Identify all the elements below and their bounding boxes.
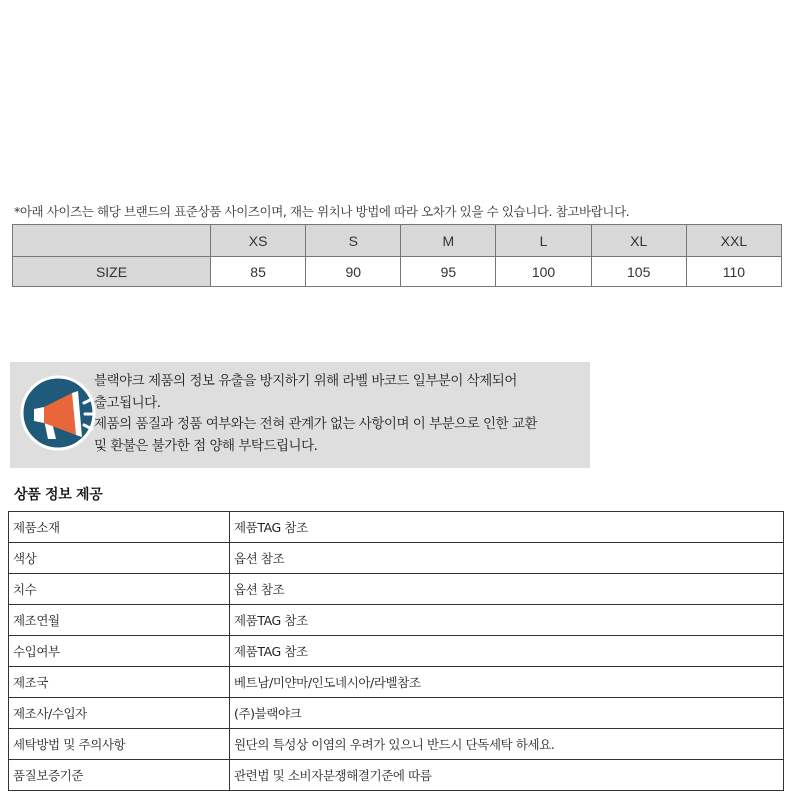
product-info-table: [8, 511, 784, 791]
info-key: 색상: [9, 543, 230, 574]
info-value: 제품TAG 참조: [230, 512, 784, 543]
size-value-row: [13, 257, 782, 287]
table-row: [9, 729, 784, 760]
size-table: [12, 224, 782, 287]
info-key: 수입여부: [9, 636, 230, 667]
info-key: 제품소재: [9, 512, 230, 543]
megaphone-icon: [18, 373, 98, 453]
info-value: 제품TAG 참조: [230, 636, 784, 667]
size-value-cell: 110: [686, 257, 781, 287]
table-row: [9, 760, 784, 791]
info-key: 제조사/수입자: [9, 698, 230, 729]
size-header-cell: XL: [591, 225, 686, 257]
size-header-row: [13, 225, 782, 257]
info-key: 제조연월: [9, 605, 230, 636]
size-row-label: SIZE: [13, 257, 211, 287]
info-key: 제조국: [9, 667, 230, 698]
info-key: 세탁방법 및 주의사항: [9, 729, 230, 760]
info-value: 옵션 참조: [230, 543, 784, 574]
size-value-cell: 90: [306, 257, 401, 287]
table-row: [9, 574, 784, 605]
info-key: 품질보증기준: [9, 760, 230, 791]
size-value-cell: 85: [211, 257, 306, 287]
table-row: [9, 512, 784, 543]
info-value: 옵션 참조: [230, 574, 784, 605]
notice-line: 및 환불은 불가한 점 양해 부탁드립니다.: [94, 437, 318, 454]
notice-line: 출고됩니다.: [94, 394, 161, 411]
table-row: [9, 543, 784, 574]
table-row: [9, 605, 784, 636]
size-header-cell: XS: [211, 225, 306, 257]
info-value: 베트남/미얀마/인도네시아/라벨참조: [230, 667, 784, 698]
size-header-cell: M: [401, 225, 496, 257]
size-note: *아래 사이즈는 해당 브랜드의 표준상품 사이즈이며, 재는 위치나 방법에 따라 오차가 있을 수 있습니다. 참고바랍니다.: [14, 204, 630, 219]
size-header-cell: S: [306, 225, 401, 257]
info-key: 치수: [9, 574, 230, 605]
notice-text: [94, 371, 594, 457]
table-row: [9, 636, 784, 667]
info-value: 제품TAG 참조: [230, 605, 784, 636]
info-value: (주)블랙야크: [230, 698, 784, 729]
table-row: [9, 698, 784, 729]
info-value: 관련법 및 소비자분쟁해결기준에 따름: [230, 760, 784, 791]
size-value-cell: 100: [496, 257, 591, 287]
product-info-title: 상품 정보 제공: [14, 487, 103, 503]
notice-box: [10, 362, 590, 468]
size-value-cell: 95: [401, 257, 496, 287]
size-header-cell: L: [496, 225, 591, 257]
notice-line: 블랙야크 제품의 정보 유출을 방지하기 위해 라벨 바코드 일부분이 삭제되어: [94, 373, 517, 389]
size-value-cell: 105: [591, 257, 686, 287]
table-row: [9, 667, 784, 698]
size-header-corner: [13, 225, 211, 257]
info-value: 원단의 특성상 이염의 우려가 있으니 반드시 단독세탁 하세요.: [230, 729, 784, 760]
size-header-cell: XXL: [686, 225, 781, 257]
notice-line: 제품의 품질과 정품 여부와는 전혀 관계가 없는 사항이며 이 부분으로 인한 교환: [94, 416, 538, 432]
